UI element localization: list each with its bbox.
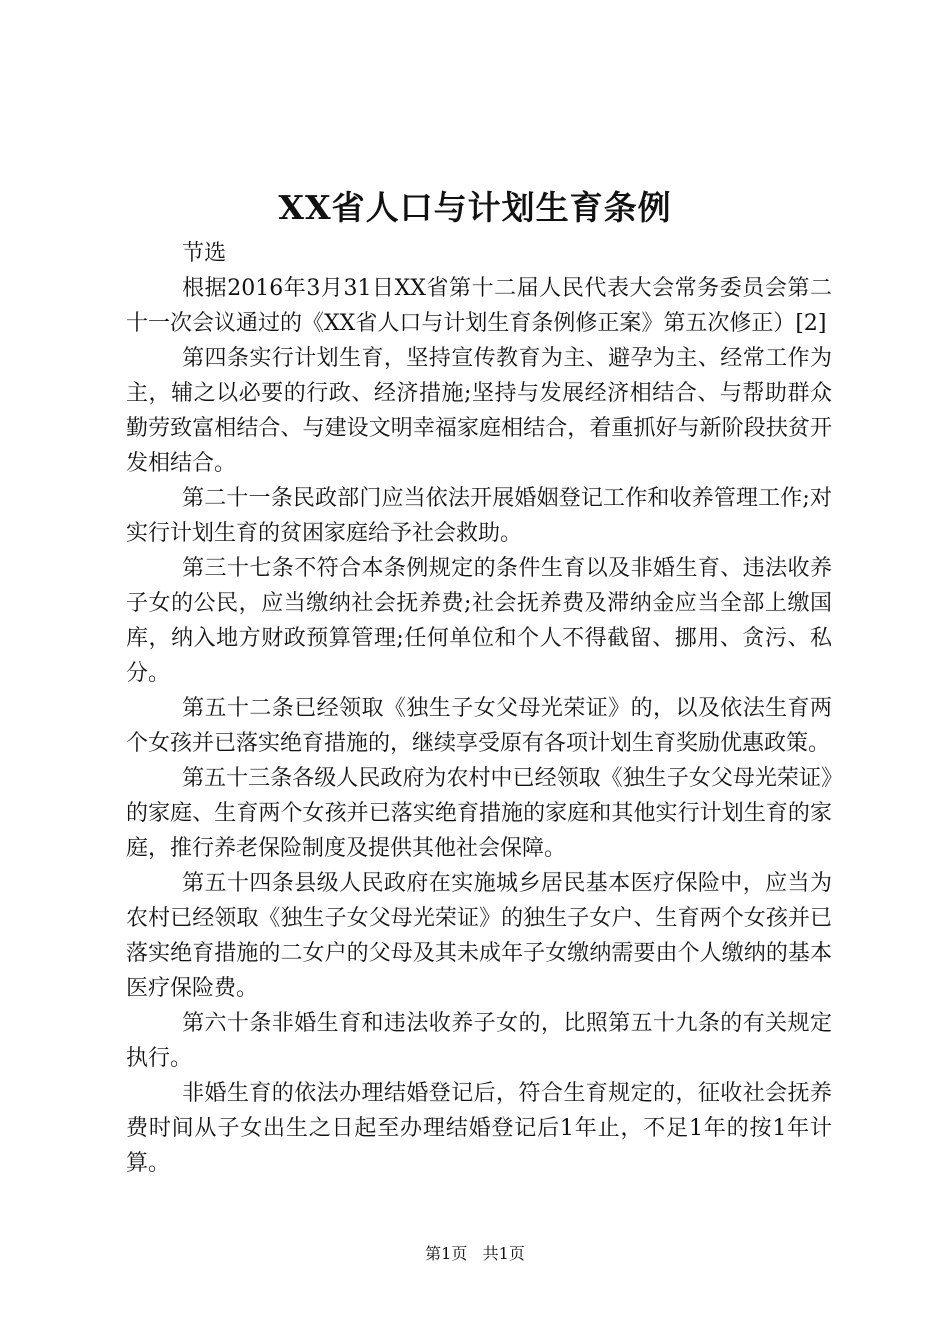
document-body [126,236,832,1181]
document-title: XX省人口与计划生育条例 [278,188,672,227]
paragraph-article-60: 第六十条非婚生育和违法收养子女的，比照第五十九条的有关规定执行。 [126,1011,832,1071]
paragraph-article-4: 第四条实行计划生育，坚持宣传教育为主、避孕为主、经常工作为主，辅之以必要的行政、经济措施;坚持与发展经济相结合、与帮助群众勤劳致富相结合、与建设文明幸福家庭相结合，着重抓好与新阶段扶贫开发相结合。 [126,346,832,476]
paragraph-article-37: 第三十七条不符合本条例规定的条件生育以及非婚生育、违法收养子女的公民，应当缴纳社会抚养费;社会抚养费及滞纳金应当全部上缴国库，纳入地方财政预算管理;任何单位和个人不得截留、挪用、贪污、私分。 [126,556,832,686]
paragraph-excerpt-note: 节选 [182,241,227,266]
paragraph-amendment-source: 根据2016年3月31日XX省第十二届人民代表大会常务委员会第二十一次会议通过的《XX省人口与计划生育条例修正案》第五次修正）[2] [126,276,832,336]
page-footer [0,1243,950,1265]
page-total: 共1页 [482,1244,525,1263]
footer-spacer [472,1244,477,1263]
page-number: 第1页 [425,1244,468,1263]
paragraph-article-53: 第五十三条各级人民政府为农村中已经领取《独生子女父母光荣证》的家庭、生育两个女孩并已落实绝育措施的家庭和其他实行计划生育的家庭，推行养老保险制度及提供其他社会保障。 [126,766,832,861]
paragraph-article-54: 第五十四条县级人民政府在实施城乡居民基本医疗保险中，应当为农村已经领取《独生子女父母光荣证》的独生子女户、生育两个女孩并已落实绝育措施的二女户的父母及其未成年子女缴纳需要由个人缴纳的基本医疗保险费。 [126,871,832,1001]
paragraph-article-60-supplement: 非婚生育的依法办理结婚登记后，符合生育规定的，征收社会抚养费时间从子女出生之日起至办理结婚登记后1年止，不足1年的按1年计算。 [126,1081,832,1176]
paragraph-article-52: 第五十二条已经领取《独生子女父母光荣证》的，以及依法生育两个女孩并已落实绝育措施的，继续享受原有各项计划生育奖励优惠政策。 [126,696,832,756]
paragraph-article-21: 第二十一条民政部门应当依法开展婚姻登记工作和收养管理工作;对实行计划生育的贫困家庭给予社会救助。 [126,486,832,546]
